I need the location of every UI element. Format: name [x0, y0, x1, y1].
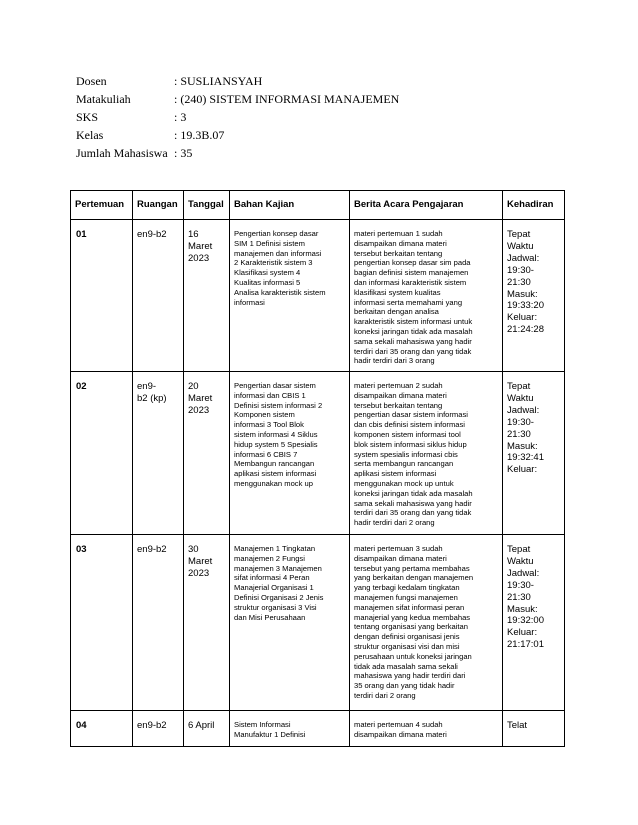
jumlah-mahasiswa-label: Jumlah Mahasiswa	[76, 146, 168, 160]
table-header-row	[71, 191, 565, 220]
column-header-berita-acara: Berita Acara Pengajaran	[350, 191, 503, 220]
bahan-kajian-cell: Manajemen 1 Tingkatan manajemen 2 Fungsi manajemen 3 Manajemen sifat informasi 4 Peran Manajerial Organisasi 1 Definisi Organisasi 2 Jenis struktur organisasi 3 Visi dan Misi Perusahaan	[230, 535, 350, 711]
ruangan-cell: en9-b2	[133, 220, 184, 372]
bahan-kajian-cell: Pengertian konsep dasar SIM 1 Definisi sistem manajemen dan informasi 2 Karakteristik sistem 3 Klasifikasi system 4 Kualitas informasi 5 Analisa karakteristik sistem informasi	[230, 220, 350, 372]
dosen-row	[76, 72, 399, 90]
pertemuan-cell: 04	[71, 711, 133, 747]
berita-acara-cell: materi pertemuan 4 sudah disampaikan dimana materi	[350, 711, 503, 747]
tanggal-cell: 16 Maret 2023	[184, 220, 230, 372]
ruangan-cell: en9- b2 (kp)	[133, 372, 184, 535]
course-header	[76, 72, 399, 162]
dosen-value: : SUSLIANSYAH	[174, 74, 263, 88]
column-header-kehadiran: Kehadiran	[503, 191, 565, 220]
ruangan-cell: en9-b2	[133, 535, 184, 711]
dosen-label: Dosen	[76, 74, 107, 88]
berita-acara-cell: materi pertemuan 3 sudah disampaikan dimana materi tersebut yang pertama membahas yang berkaitan dengan manajemen yang terbagi kedalam tingkatan manajemen fungsi manajemen manajemen sifat informasi peran manajerial yang kedua membahas tentang organisasi yang berkaitan dengan definisi organisasi jenis struktur organisasi visi dan misi perusahaan untuk koneksi jaringan tidak ada masalah sama sekali mahasiswa yang hadir terdiri dari 35 orang dan yang tidak hadir terdiri dari 2 orang	[350, 535, 503, 711]
column-header-bahan-kajian: Bahan Kajian	[230, 191, 350, 220]
sks-row	[76, 108, 399, 126]
jumlah-mahasiswa-value: : 35	[174, 146, 193, 160]
kelas-row	[76, 126, 399, 144]
tanggal-cell: 30 Maret 2023	[184, 535, 230, 711]
berita-acara-cell: materi pertemuan 2 sudah disampaikan dimana materi tersebut berkaitan tentang pengertian dasar sistem informasi dan cbis definisi sistem informasi komponen sistem informasi tool blok sistem informasi siklus hidup system spesialis informasi cbis serta membangun rancangan aplikasi sistem informasi menggunakan mock up untuk koneksi jaringan tidak ada masalah sama sekali mahasiswa yang hadir terdiri dari 35 orang dan yang tidak hadir terdiri dari 2 orang	[350, 372, 503, 535]
matakuliah-value: : (240) SISTEM INFORMASI MANAJEMEN	[174, 92, 400, 106]
kelas-label: Kelas	[76, 128, 104, 142]
kehadiran-cell: Tepat Waktu Jadwal: 19:30- 21:30 Masuk: 19:32:41 Keluar:	[503, 372, 565, 535]
table-row	[71, 372, 565, 535]
tanggal-cell: 6 April	[184, 711, 230, 747]
tanggal-cell: 20 Maret 2023	[184, 372, 230, 535]
bahan-kajian-cell: Pengertian dasar sistem informasi dan CBIS 1 Definisi sistem informasi 2 Komponen sistem informasi 3 Tool Blok sistem informasi 4 Siklus hidup system 5 Spesialis informasi 6 CBIS 7 Membangun rancangan aplikasi sistem informasi menggunakan mock up	[230, 372, 350, 535]
kehadiran-cell: Tepat Waktu Jadwal: 19:30- 21:30 Masuk: 19:33:20 Keluar: 21:24:28	[503, 220, 565, 372]
sks-value: : 3	[174, 110, 187, 124]
attendance-table	[70, 190, 565, 747]
sks-label: SKS	[76, 110, 99, 124]
kelas-value: : 19.3B.07	[174, 128, 225, 142]
kehadiran-cell: Tepat Waktu Jadwal: 19:30- 21:30 Masuk: 19:32:00 Keluar: 21:17:01	[503, 535, 565, 711]
pertemuan-cell: 03	[71, 535, 133, 711]
column-header-pertemuan: Pertemuan	[71, 191, 133, 220]
matakuliah-row	[76, 90, 399, 108]
column-header-ruangan: Ruangan	[133, 191, 184, 220]
kehadiran-cell: Telat	[503, 711, 565, 747]
table-row	[71, 220, 565, 372]
table-row	[71, 535, 565, 711]
jumlah-mahasiswa-row	[76, 144, 399, 162]
pertemuan-cell: 01	[71, 220, 133, 372]
ruangan-cell: en9-b2	[133, 711, 184, 747]
berita-acara-cell: materi pertemuan 1 sudah disampaikan dimana materi tersebut berkaitan tentang pengertian konsep dasar sim pada bagian definisi sistem manajemen dan informasi karakteristik sistem klasifikasi system kualitas informasi serta memahami yang berkaitan dengan analisa karakteristik sistem informasi untuk koneksi jaringan tidak ada masalah sama sekali mahasiswa yang hadir terdiri dari 35 orang dan yang tidak hadir terdiri dari 3 orang	[350, 220, 503, 372]
column-header-tanggal: Tanggal	[184, 191, 230, 220]
bahan-kajian-cell: Sistem Informasi Manufaktur 1 Definisi	[230, 711, 350, 747]
matakuliah-label: Matakuliah	[76, 92, 131, 106]
table-row	[71, 711, 565, 747]
pertemuan-cell: 02	[71, 372, 133, 535]
